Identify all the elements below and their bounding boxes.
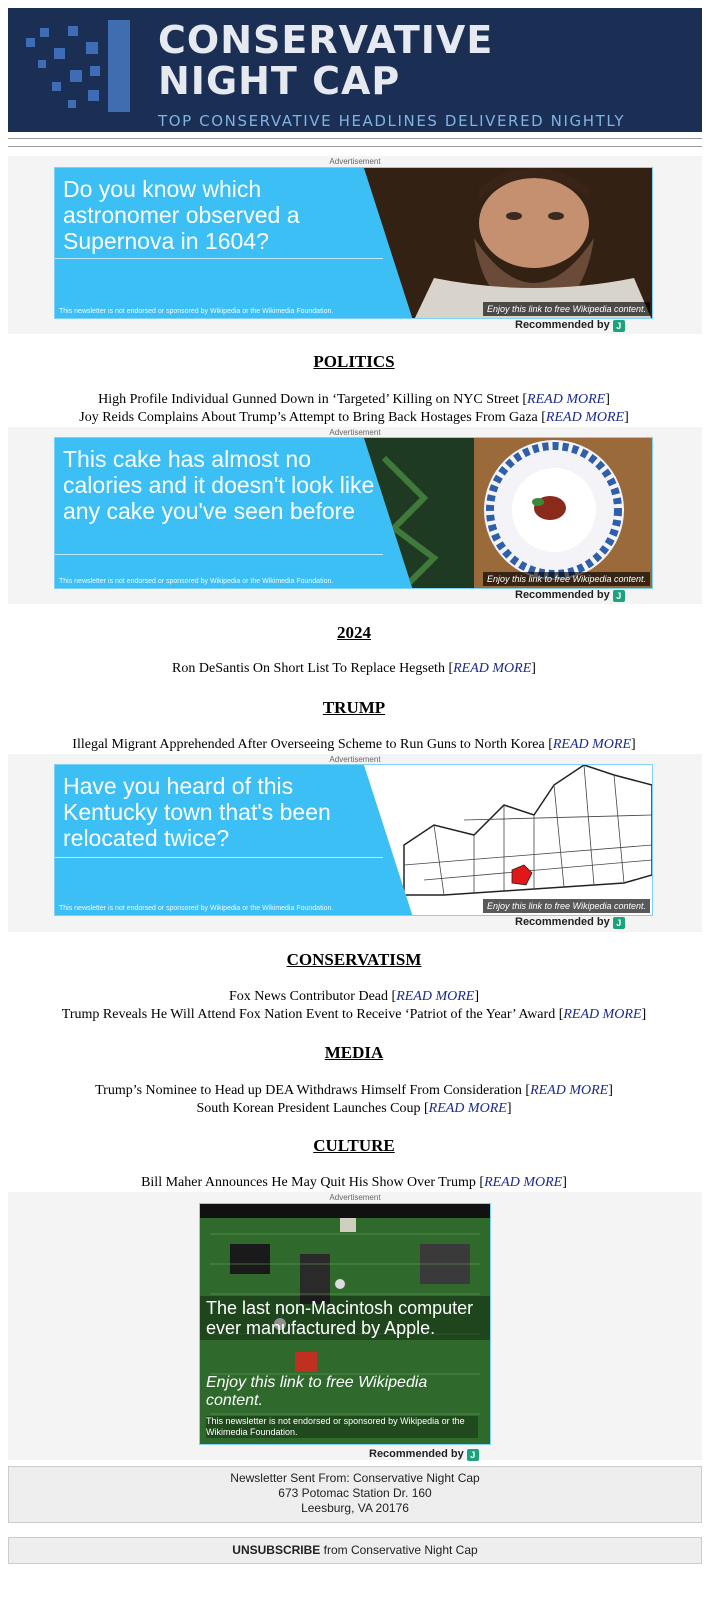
- astronomer-portrait-image[interactable]: [364, 168, 652, 319]
- section-title-politics: POLITICS: [313, 352, 395, 371]
- story-item: Trump Reveals He Will Attend Fox Nation Event to Receive ‘Patriot of the Year’ Award [READ MORE]: [61, 1007, 647, 1022]
- ad-block: [8, 427, 702, 604]
- story-item: High Profile Individual Gunned Down in ‘Targeted’ Killing on NYC Street [READ MORE]: [98, 392, 610, 407]
- kentucky-map-image[interactable]: [364, 765, 652, 916]
- section-title-2024: 2024: [337, 623, 371, 642]
- ad-banner[interactable]: [54, 437, 653, 589]
- header-banner[interactable]: [8, 8, 702, 132]
- ad-enjoy-caption: Enjoy this link to free Wikipedia content.: [483, 899, 650, 913]
- read-more-link[interactable]: READ MORE: [453, 661, 532, 676]
- read-more-link[interactable]: READ MORE: [428, 1101, 507, 1116]
- ad-enjoy-caption: Enjoy this link to free Wikipedia content.: [206, 1374, 428, 1409]
- ad-banner[interactable]: [199, 1203, 491, 1445]
- ad-label: Advertisement: [329, 755, 381, 764]
- ad-block: [8, 156, 702, 334]
- ad-text[interactable]: Have you heard of this Kentucky town that's been relocated twice?: [63, 773, 331, 851]
- newsletter-title: CONSERVATIVE NIGHT CAP: [158, 18, 494, 103]
- footer-city: Leesburg, VA 20176: [301, 1501, 409, 1515]
- story-item: Illegal Migrant Apprehended After Overseeing Scheme to Run Guns to North Korea [READ MORE]: [72, 737, 636, 752]
- ad-disclaimer: This newsletter is not endorsed or sponsored by Wikipedia or the Wikimedia Foundation.: [206, 1416, 478, 1438]
- section-title-culture: CULTURE: [313, 1136, 395, 1155]
- jeeng-logo-icon: J: [467, 1449, 479, 1461]
- ad-banner[interactable]: [54, 764, 653, 916]
- ad-enjoy-caption: Enjoy this link to free Wikipedia content.: [483, 572, 650, 586]
- story-item: Trump’s Nominee to Head up DEA Withdraws Himself From Consideration [READ MORE]: [95, 1083, 613, 1098]
- ad-banner[interactable]: [54, 167, 653, 319]
- read-more-link[interactable]: READ MORE: [396, 989, 475, 1004]
- ad-disclaimer: This newsletter is not endorsed or sponsored by Wikipedia or the Wikimedia Foundation.: [59, 905, 334, 912]
- ad-divider: [55, 258, 383, 259]
- ad-label: Advertisement: [329, 157, 381, 166]
- ad-divider: [55, 857, 383, 858]
- ad-text[interactable]: Do you know which astronomer observed a Supernova in 1604?: [63, 176, 300, 254]
- ad-disclaimer: This newsletter is not endorsed or sponsored by Wikipedia or the Wikimedia Foundation.: [59, 578, 334, 585]
- recommended-by[interactable]: Recommended by J: [369, 1448, 479, 1461]
- jeeng-logo-icon: J: [613, 590, 625, 602]
- story-item: Joy Reids Complains About Trump’s Attempt to Bring Back Hostages From Gaza [READ MORE]: [79, 410, 629, 425]
- ad-label: Advertisement: [329, 1193, 381, 1202]
- section-title-media: MEDIA: [324, 1043, 384, 1062]
- story-item: South Korean President Launches Coup [READ MORE]: [196, 1101, 512, 1116]
- footer-street: 673 Potomac Station Dr. 160: [278, 1486, 432, 1500]
- ad-block: [8, 754, 702, 932]
- read-more-link[interactable]: READ MORE: [530, 1083, 609, 1098]
- read-more-link[interactable]: READ MORE: [545, 410, 625, 425]
- ad-divider: [55, 554, 383, 555]
- ad-text[interactable]: This cake has almost no calories and it doesn't look like any cake you've seen before: [63, 446, 375, 524]
- recommended-by[interactable]: Recommended by J: [515, 916, 625, 929]
- ad-block: [8, 1192, 702, 1460]
- section-title-conservatism: CONSERVATISM: [286, 950, 422, 969]
- ad-disclaimer: This newsletter is not endorsed or sponsored by Wikipedia or the Wikimedia Foundation.: [59, 308, 334, 315]
- unsubscribe-link[interactable]: [8, 1537, 702, 1564]
- ad-label: Advertisement: [329, 428, 381, 437]
- divider: [8, 138, 702, 139]
- read-more-link[interactable]: READ MORE: [527, 392, 606, 407]
- story-item: Ron DeSantis On Short List To Replace Hegseth [READ MORE]: [172, 661, 536, 676]
- story-item: Fox News Contributor Dead [READ MORE]: [228, 989, 480, 1004]
- unsubscribe-rest: from Conservative Night Cap: [320, 1543, 478, 1557]
- recommended-by[interactable]: Recommended by J: [515, 589, 625, 602]
- section-title-trump: TRUMP: [322, 698, 386, 717]
- ad-enjoy-caption: Enjoy this link to free Wikipedia content.: [483, 302, 650, 316]
- newsletter-tagline: TOP CONSERVATIVE HEADLINES DELIVERED NIGHTLY: [158, 112, 626, 130]
- recommended-by[interactable]: Recommended by J: [515, 319, 625, 332]
- story-item: Bill Maher Announces He May Quit His Show Over Trump [READ MORE]: [141, 1175, 567, 1190]
- read-more-link[interactable]: READ MORE: [563, 1007, 642, 1022]
- footer-address: [8, 1466, 702, 1523]
- jeeng-logo-icon: J: [613, 917, 625, 929]
- read-more-link[interactable]: READ MORE: [552, 737, 632, 752]
- footer-sender: Newsletter Sent From: Conservative Night Cap: [230, 1471, 480, 1485]
- divider: [8, 146, 702, 147]
- jeeng-logo-icon: J: [613, 320, 625, 332]
- cake-plate-image[interactable]: [364, 438, 652, 589]
- ad-text[interactable]: The last non-Macintosh computer ever manufactured by Apple.: [200, 1296, 491, 1340]
- unsubscribe-label[interactable]: UNSUBSCRIBE: [232, 1543, 321, 1557]
- read-more-link[interactable]: READ MORE: [484, 1175, 563, 1190]
